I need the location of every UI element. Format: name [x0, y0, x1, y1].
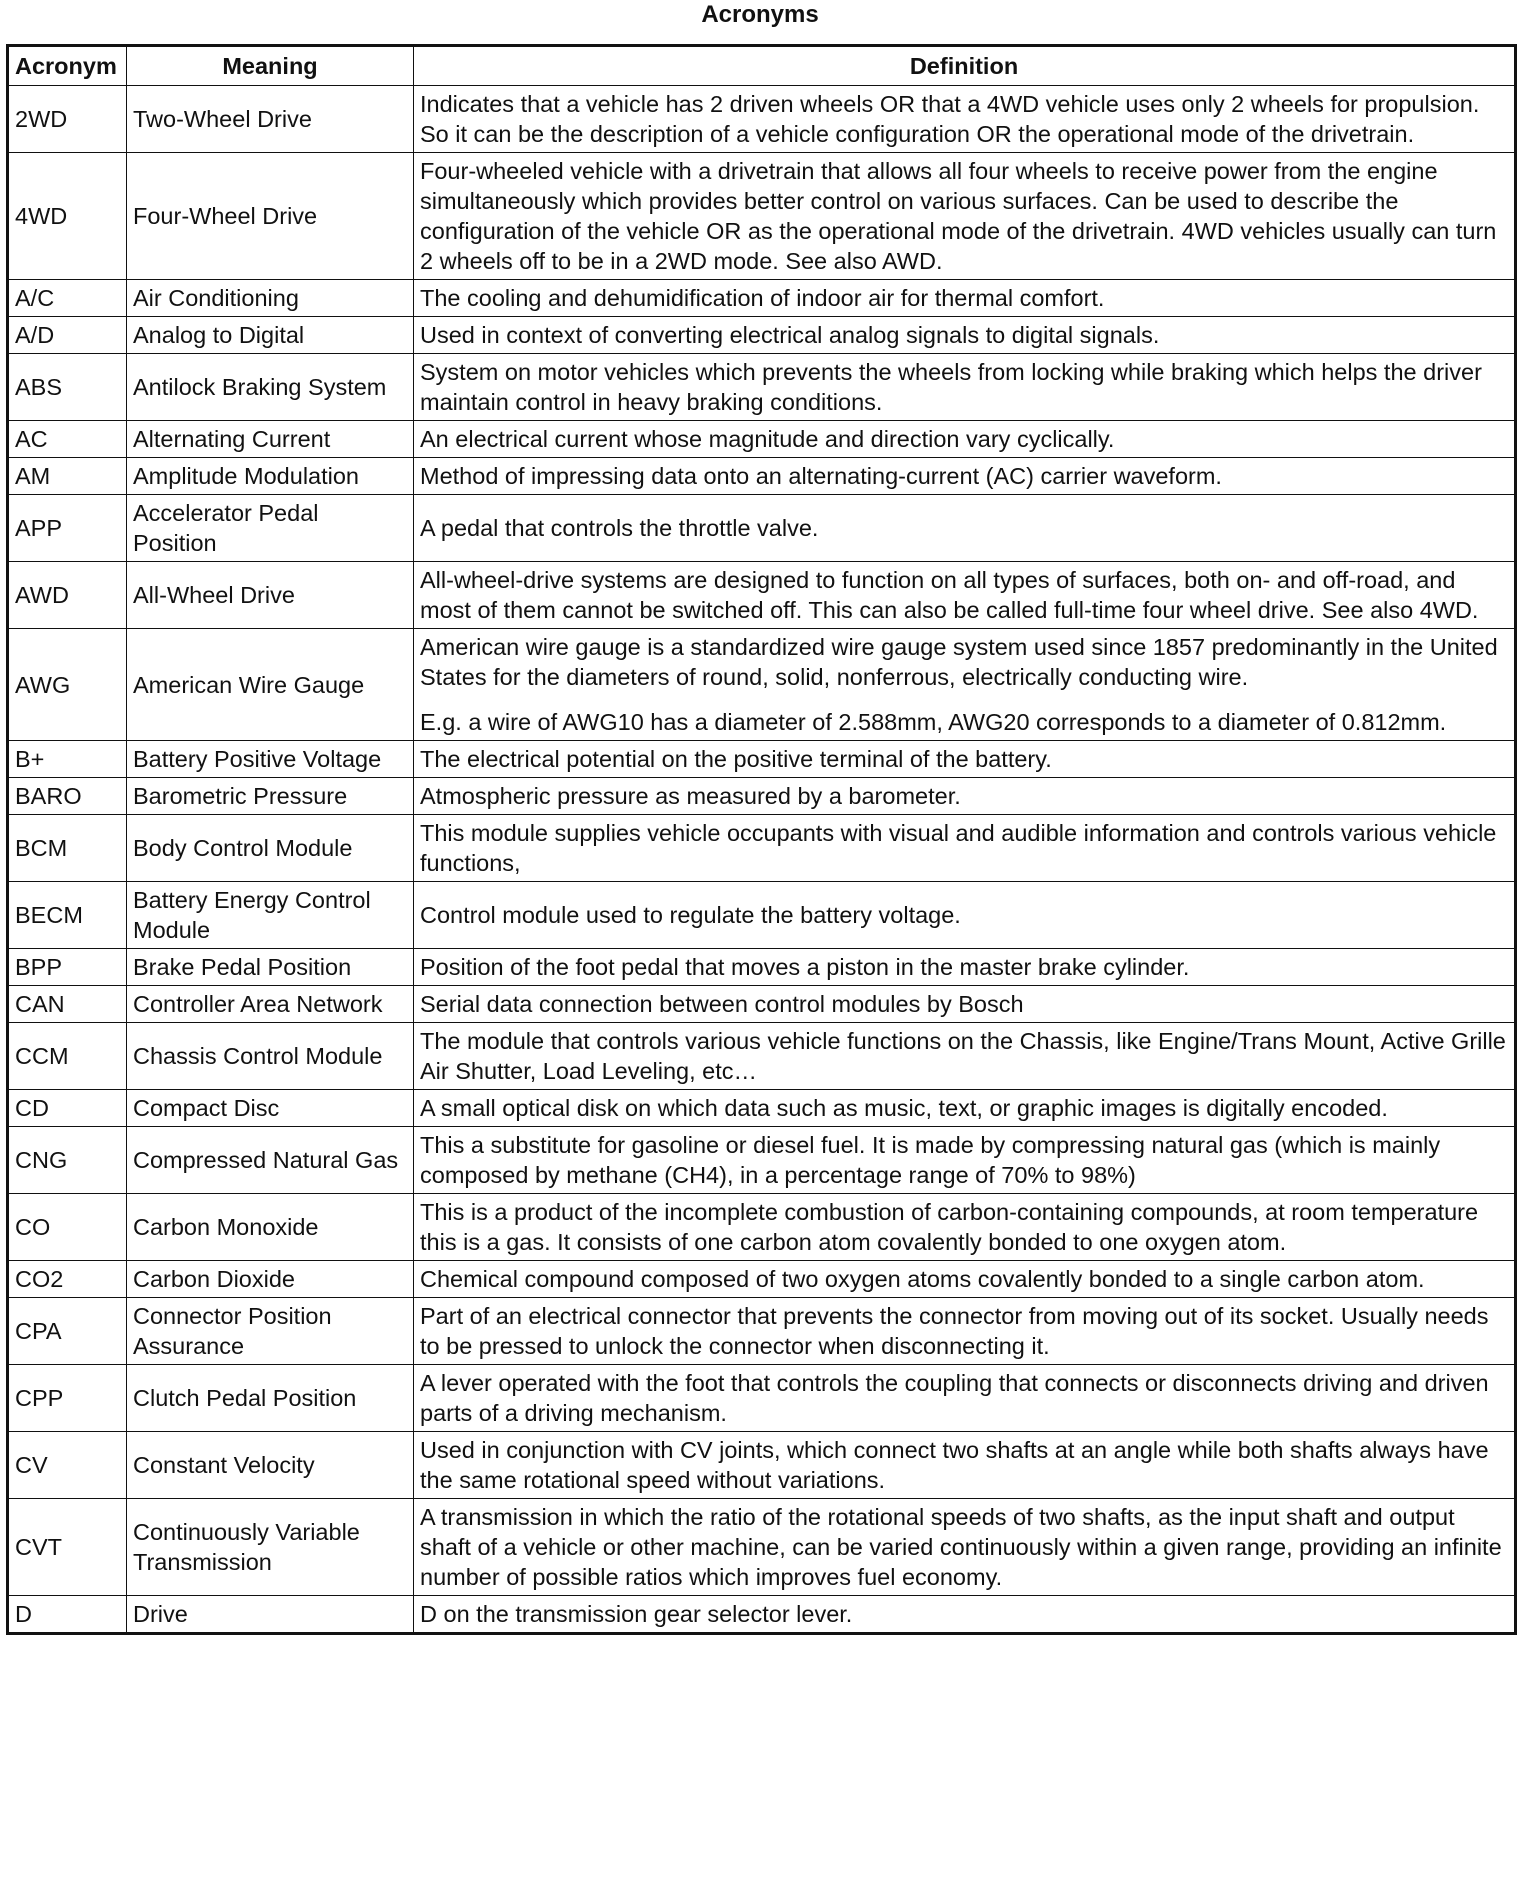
definition-paragraph: This module supplies vehicle occupants with visual and audible information and controls various vehicle functions,: [420, 820, 1497, 876]
meaning-cell: Accelerator Pedal Position: [127, 495, 414, 562]
table-body: [8, 86, 1516, 1634]
definition-paragraph: A small optical disk on which data such as music, text, or graphic images is digitally encoded.: [420, 1095, 1388, 1121]
definition-paragraph: Position of the foot pedal that moves a piston in the master brake cylinder.: [420, 954, 1190, 980]
definition-paragraph: Indicates that a vehicle has 2 driven wheels OR that a 4WD vehicle uses only 2 wheels for propulsion. So it can be the description of a vehicle configuration OR the operational mode of the drivetrain.: [420, 91, 1480, 147]
acronyms-table: [6, 44, 1517, 1635]
acronym-cell: BPP: [8, 949, 127, 986]
definition-cell: [414, 986, 1516, 1023]
definition-paragraph: A pedal that controls the throttle valve.: [420, 515, 819, 541]
acronym-cell: BARO: [8, 778, 127, 815]
definition-paragraph: Atmospheric pressure as measured by a barometer.: [420, 783, 961, 809]
meaning-cell: Continuously Variable Transmission: [127, 1499, 414, 1596]
meaning-cell: Four-Wheel Drive: [127, 153, 414, 280]
acronym-cell: AWG: [8, 629, 127, 741]
definition-paragraph: This is a product of the incomplete combustion of carbon-containing compounds, at room temperature this is a gas. It consists of one carbon atom covalently bonded to one oxygen atom.: [420, 1199, 1479, 1255]
meaning-cell: Controller Area Network: [127, 986, 414, 1023]
acronym-cell: APP: [8, 495, 127, 562]
definition-paragraph: Method of impressing data onto an alternating-current (AC) carrier waveform.: [420, 463, 1222, 489]
table-row: [8, 1432, 1516, 1499]
table-row: [8, 1596, 1516, 1634]
table-row: [8, 986, 1516, 1023]
table-row: [8, 949, 1516, 986]
definition-paragraph: Serial data connection between control modules by Bosch: [420, 991, 1024, 1017]
acronym-cell: B+: [8, 741, 127, 778]
acronym-cell: CPA: [8, 1298, 127, 1365]
header-definition: Definition: [414, 46, 1516, 86]
definition-cell: [414, 1194, 1516, 1261]
table-row: [8, 317, 1516, 354]
definition-paragraph: All-wheel-drive systems are designed to function on all types of surfaces, both on- and off-road, and most of them cannot be switched off. This can also be called full-time four wheel drive. See also 4WD.: [420, 567, 1479, 623]
acronym-cell: CV: [8, 1432, 127, 1499]
table-row: [8, 741, 1516, 778]
meaning-cell: Battery Energy Control Module: [127, 882, 414, 949]
table-row: [8, 1499, 1516, 1596]
acronym-cell: A/D: [8, 317, 127, 354]
meaning-cell: Connector Position Assurance: [127, 1298, 414, 1365]
definition-cell: [414, 1432, 1516, 1499]
table-row: [8, 1090, 1516, 1127]
table-row: [8, 280, 1516, 317]
acronym-cell: CPP: [8, 1365, 127, 1432]
definition-paragraph: Four-wheeled vehicle with a drivetrain that allows all four wheels to receive power from the engine simultaneously which provides better control on various surfaces. Can be used to describe the configuration of the vehicle OR as the operational mode of the drivetrain. 4WD vehicles usually can turn 2 wheels off to be in a 2WD mode. See also AWD.: [420, 158, 1497, 274]
meaning-cell: Two-Wheel Drive: [127, 86, 414, 153]
definition-cell: [414, 1499, 1516, 1596]
definition-paragraph: D on the transmission gear selector lever.: [420, 1601, 853, 1627]
acronym-cell: CD: [8, 1090, 127, 1127]
table-row: [8, 1365, 1516, 1432]
definition-cell: [414, 495, 1516, 562]
definition-cell: [414, 317, 1516, 354]
acronym-cell: A/C: [8, 280, 127, 317]
table-row: [8, 1127, 1516, 1194]
table-row: [8, 815, 1516, 882]
meaning-cell: Battery Positive Voltage: [127, 741, 414, 778]
table-row: [8, 354, 1516, 421]
header-meaning: Meaning: [127, 46, 414, 86]
table-row: [8, 458, 1516, 495]
definition-cell: [414, 562, 1516, 629]
definition-paragraph: Part of an electrical connector that prevents the connector from moving out of its socket. Usually needs to be pressed to unlock the connector when disconnecting it.: [420, 1303, 1489, 1359]
definition-paragraph: The cooling and dehumidification of indoor air for thermal comfort.: [420, 285, 1105, 311]
acronym-cell: 4WD: [8, 153, 127, 280]
definition-cell: [414, 86, 1516, 153]
table-row: [8, 882, 1516, 949]
table-row: [8, 1023, 1516, 1090]
meaning-cell: Drive: [127, 1596, 414, 1634]
definition-paragraph: American wire gauge is a standardized wire gauge system used since 1857 predominantly in the United States for the diameters of round, solid, nonferrous, electrically conducting wire.: [420, 634, 1498, 690]
definition-cell: [414, 1298, 1516, 1365]
acronym-cell: CAN: [8, 986, 127, 1023]
table-row: [8, 562, 1516, 629]
acronym-cell: CCM: [8, 1023, 127, 1090]
definition-cell: [414, 882, 1516, 949]
meaning-cell: Alternating Current: [127, 421, 414, 458]
table-row: [8, 778, 1516, 815]
meaning-cell: Barometric Pressure: [127, 778, 414, 815]
acronym-cell: D: [8, 1596, 127, 1634]
meaning-cell: Brake Pedal Position: [127, 949, 414, 986]
table-row: [8, 495, 1516, 562]
acronym-cell: AM: [8, 458, 127, 495]
definition-cell: [414, 1090, 1516, 1127]
definition-paragraph: Used in conjunction with CV joints, which connect two shafts at an angle while both shafts always have the same rotational speed without variations.: [420, 1437, 1489, 1493]
definition-paragraph: System on motor vehicles which prevents the wheels from locking while braking which helps the driver maintain control in heavy braking conditions.: [420, 359, 1482, 415]
meaning-cell: Antilock Braking System: [127, 354, 414, 421]
table-row: [8, 86, 1516, 153]
meaning-cell: All-Wheel Drive: [127, 562, 414, 629]
acronym-cell: CVT: [8, 1499, 127, 1596]
meaning-cell: Compact Disc: [127, 1090, 414, 1127]
definition-cell: [414, 1023, 1516, 1090]
definition-paragraph: E.g. a wire of AWG10 has a diameter of 2.588mm, AWG20 corresponds to a diameter of 0.812mm.: [420, 709, 1447, 735]
definition-paragraph: A transmission in which the ratio of the rotational speeds of two shafts, as the input shaft and output shaft of a vehicle or other machine, can be varied continuously within a given range, providing an infinite number of possible ratios which improves fuel economy.: [420, 1504, 1502, 1590]
definition-cell: [414, 280, 1516, 317]
table-row: [8, 421, 1516, 458]
definition-cell: [414, 1596, 1516, 1634]
definition-cell: [414, 1365, 1516, 1432]
definition-cell: [414, 1261, 1516, 1298]
definition-paragraph: The electrical potential on the positive terminal of the battery.: [420, 746, 1052, 772]
acronym-cell: AWD: [8, 562, 127, 629]
meaning-cell: American Wire Gauge: [127, 629, 414, 741]
table-header-row: [8, 46, 1516, 86]
definition-paragraph: A lever operated with the foot that controls the coupling that connects or disconnects driving and driven parts of a driving mechanism.: [420, 1370, 1489, 1426]
definition-paragraph: Chemical compound composed of two oxygen atoms covalently bonded to a single carbon atom.: [420, 1266, 1425, 1292]
acronym-cell: CO: [8, 1194, 127, 1261]
definition-cell: [414, 815, 1516, 882]
definition-cell: [414, 1127, 1516, 1194]
meaning-cell: Analog to Digital: [127, 317, 414, 354]
definition-paragraph: Control module used to regulate the battery voltage.: [420, 902, 961, 928]
meaning-cell: Carbon Monoxide: [127, 1194, 414, 1261]
table-row: [8, 1194, 1516, 1261]
header-acronym: Acronym: [8, 46, 127, 86]
meaning-cell: Carbon Dioxide: [127, 1261, 414, 1298]
definition-paragraph: Used in context of converting electrical analog signals to digital signals.: [420, 322, 1160, 348]
acronym-cell: ABS: [8, 354, 127, 421]
definition-cell: [414, 949, 1516, 986]
meaning-cell: Compressed Natural Gas: [127, 1127, 414, 1194]
acronym-cell: CO2: [8, 1261, 127, 1298]
definition-cell: [414, 354, 1516, 421]
meaning-cell: Amplitude Modulation: [127, 458, 414, 495]
definition-cell: [414, 741, 1516, 778]
table-row: [8, 153, 1516, 280]
definition-cell: [414, 153, 1516, 280]
page-title: Acronyms: [701, 1, 819, 28]
definition-cell: [414, 421, 1516, 458]
definition-cell: [414, 629, 1516, 741]
meaning-cell: Body Control Module: [127, 815, 414, 882]
table-row: [8, 1298, 1516, 1365]
meaning-cell: Air Conditioning: [127, 280, 414, 317]
table-row: [8, 629, 1516, 741]
definition-cell: [414, 458, 1516, 495]
definition-paragraph: This a substitute for gasoline or diesel fuel. It is made by compressing natural gas (which is mainly composed by methane (CH4), in a percentage range of 70% to 98%): [420, 1132, 1441, 1188]
acronym-cell: BCM: [8, 815, 127, 882]
acronym-cell: 2WD: [8, 86, 127, 153]
table-row: [8, 1261, 1516, 1298]
definition-paragraph: An electrical current whose magnitude and direction vary cyclically.: [420, 426, 1115, 452]
acronym-cell: AC: [8, 421, 127, 458]
acronym-cell: BECM: [8, 882, 127, 949]
acronym-cell: CNG: [8, 1127, 127, 1194]
definition-cell: [414, 778, 1516, 815]
definition-paragraph: The module that controls various vehicle functions on the Chassis, like Engine/Trans Mount, Active Grille Air Shutter, Load Leveling, etc…: [420, 1028, 1506, 1084]
meaning-cell: Constant Velocity: [127, 1432, 414, 1499]
meaning-cell: Chassis Control Module: [127, 1023, 414, 1090]
meaning-cell: Clutch Pedal Position: [127, 1365, 414, 1432]
